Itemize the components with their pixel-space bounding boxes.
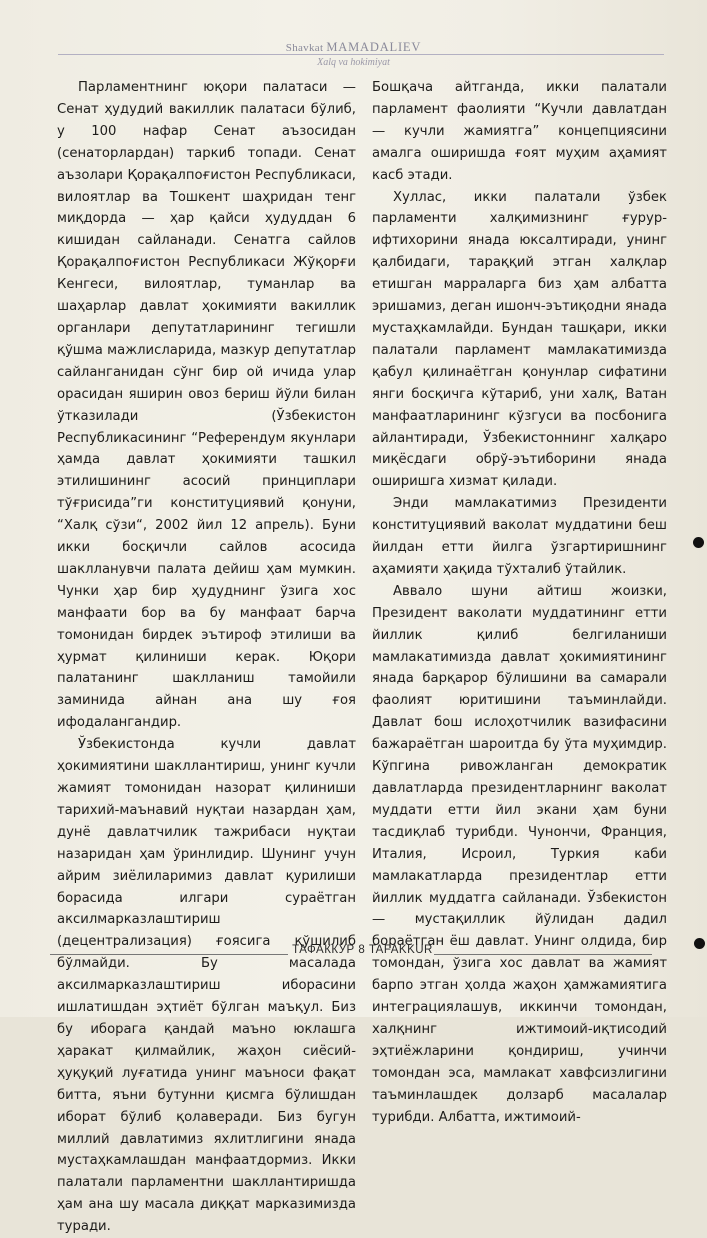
binding-hole-mark (693, 537, 704, 548)
running-header-author (0, 40, 707, 55)
paragraph: Аввало шуни айтиш жоизки, Президент ваколати муддатининг етти йиллик қилиб белгиланиши мамлакатимизда давлат ҳокимиятининг янада барқарор бўлишини ва самарали фаолият юритишини таъминлайди. Давлат бош ислоҳотчилик вазифасини бажараётган шароитда бу ўта муҳимдир. Кўпгина ривожланган демократик давлатларда президентларнинг ваколат муддати етти йил экани ҳам буни тасдиқлаб турибди. Чунончи, Франция, Италия, Исроил, Туркия каби мамлакатларда президентлар етти йиллик муддатга сайланади. Ўзбекистон — мустақиллик йўлидан дадил бораётган ёш давлат. Унинг олдида, бир томондан, ўзига хос давлат ва жамият барпо этган ҳолда жаҳон ҳамжамиятига интеграциялашув, иккинчи томондан, халқнинг ижтимоий-иқтисодий эҳтиёжларини қондириш, учинчи томондан эса, мамлакат хавфсизлигини таъминлашдек долзарб масалалар турибди. Албатта, ижтимоий- (372, 583, 667, 1125)
header-rule (58, 54, 664, 55)
running-header-title: Xalq va hokimiyat (317, 57, 390, 68)
paragraph: Энди мамлакатимиз Президенти конституциявий ваколат муддатини беш йилдан етти йилга ўзгартиришнинг аҳамияти ҳақида тўхталиб ўтайлик. (372, 496, 667, 577)
binding-hole-mark (694, 938, 705, 949)
left-column (57, 77, 356, 1238)
footer-masthead: ТАФАККУР 8 TAFAKKUR (292, 944, 433, 956)
page-footer (30, 944, 675, 964)
paragraph: Хуллас, икки палатали ўзбек парламенти халқимизнинг ғурур-ифтихорини янада юксалтиради, унинг қалбидаги, тараққий этган халқлар етишган марраларга биз ҳам албатта эришамиз, деган ишонч-эътиқодни янада мустаҳкамлайди. Бундан ташқари, икки палатали парламент мамлакатимизда қабул қилинаётган қонунлар сифатини янги босқичга кўтариб, уни халқ, Ватан манфаатларининг кўзгуси ва посбонига айлантиради, Ўзбекистоннинг халқаро миқёсдаги обрў-эътиборини янада оширишга хизмат қилади. (372, 189, 667, 490)
footer-rule-right (434, 954, 652, 955)
paragraph: Парламентнинг юқори палатаси — Сенат ҳудудий вакиллик палатаси бўлиб, у 100 нафар Сенат аъзосидан (сенаторлардан) таркиб топади. Сенат аъзолари Қорақалпоғистон Республикаси, вилоятлар ва Тошкент шаҳридан тенг миқдорда — ҳар қайси ҳудуддан 6 кишидан сайланади. Сенатга сайлов Қорақалпоғистон Республикаси Жўқорғи Кенгеси, вилоятлар, туманлар ва шаҳарлар давлат ҳокимияти вакиллик органлари депутатларининг тегишли қўшма мажлисларида, мазкур депутатлар сайланганидан сўнг бир ой ичида улар орасидан яширин овоз бериш йўли билан ўтказилади (Ўзбекистон Республикасининг “Референдум якунлари ҳамда давлат ҳокимияти ташкил этилишининг асосий принциплари тўғрисида”ги конституциявий қонуни, “Халқ сўзи“, 2002 йил 12 апрель). Буни икки босқичли сайлов асосида шаклланувчи палата дейиш ҳам мумкин. Чунки ҳар бир ҳудуднинг ўзига хос манфаати бор ва бу манфаат барча томонидан бирдек эътироф этилиши ва ҳурмат қилиниши керак. Юқори палатанинг шаклланиш тамойили заминида айнан ана шу ғоя ифодалангандир. (57, 80, 356, 731)
author-last-name: MAMADALIEV (326, 40, 422, 54)
footer-rule-left (50, 954, 288, 955)
paragraph: Бошқача айтганда, икки палатали парламент фаолияти “Кучли давлатдан — кучли жамиятга” концепциясини амалга оширишда ғоят муҳим аҳамият касб этади. (372, 80, 667, 183)
author-first-name: Shavkat (285, 42, 324, 54)
right-column (372, 77, 667, 1129)
paragraph: Ўзбекистонда кучли давлат ҳокимиятини шакллантириш, унинг кучли жамият томонидан назорат қилиниши тарихий-маънавий нуқтаи назардан ҳам, дунё давлатчилик тажрибаси нуқтаи назаридан ҳам ўринлидир. Шунинг учун айрим зиёлиларимиз давлат қурилиши борасида илгари сураётган аксилмарказлаштириш (децентрализация) ғоясига қўшилиб бўлмайди. Бу масалада аксилмарказлаштириш иборасини ишлатишдан эҳтиёт бўлган маъқул. Биз бу иборага қандай маъно юклашга ҳаракат қилмайлик, жаҳон сиёсий-ҳуқуқий луғатида унинг маъноси фақат битта, яъни бутунни қисмга бўлишдан иборат бўлиб қолаверади. Биз бугун миллий давлатимиз яхлитлигини янада мустаҳкамлашдан манфаатдормиз. Икки палатали парламентни шакллантиришда ҳам ана шу масала диққат марказимизда туради. (57, 737, 356, 1235)
